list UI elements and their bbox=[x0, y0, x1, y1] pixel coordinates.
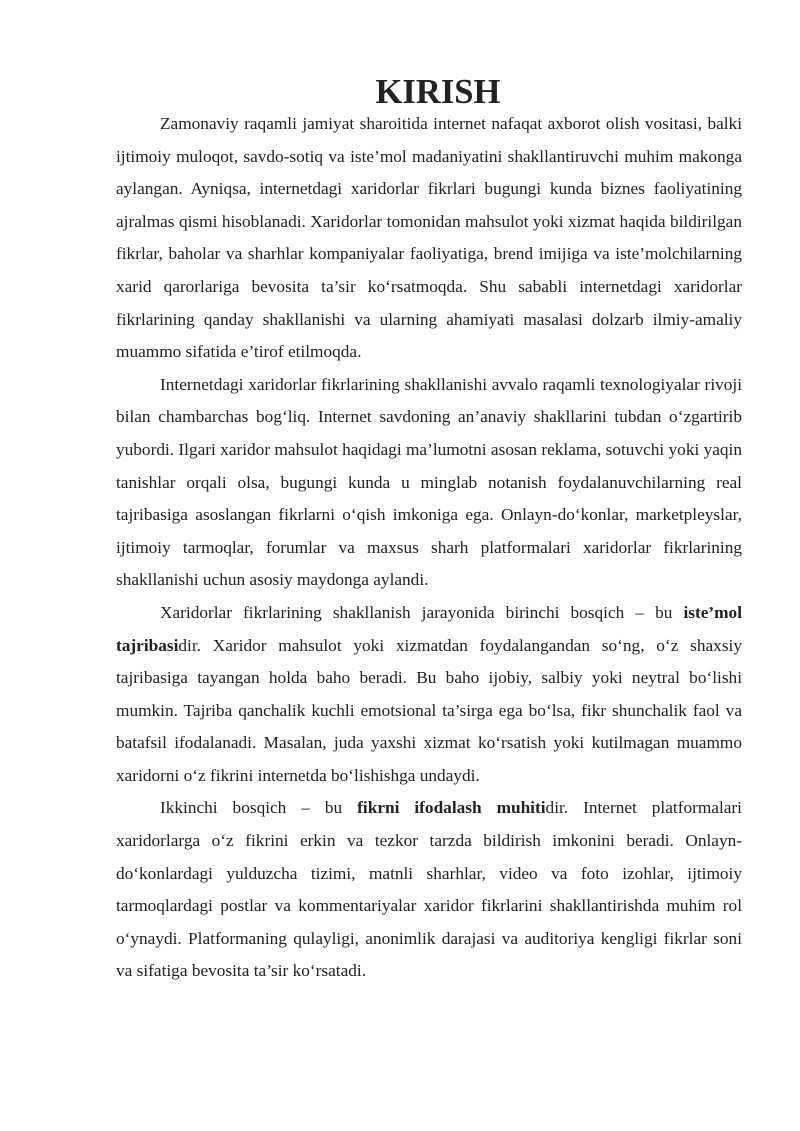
paragraph-2: Internetdagi xaridorlar fikrlarining shakllanishi avvalo raqamli texnologiyalar rivoji bilan chambarchas bog‘liq. Internet savdoning an’anaviy shakllarini tubdan o‘zgartirib yubordi. Ilgari xaridor mahsulot haqidagi ma’lumotni asosan reklama, sotuvchi yoki yaqin tanishlar orqali olsa, bugungi kunda u minglab notanish foydalanuvchilarning real tajribasiga asoslangan fikrlarni o‘qish imkoniga ega. Onlayn-do‘konlar, marketpleyslar, ijtimoiy tarmoqlar, forumlar va maxsus sharh platformalari xaridorlar fikrlarining shakllanishi uchun asosiy maydonga aylandi. bbox=[116, 374, 742, 590]
paragraph-3-text-before: Xaridorlar fikrlarining shakllanish jarayonida birinchi bosqich – bu bbox=[160, 602, 684, 622]
paragraph-4-text-after: dir. Internet platformalari xaridorlarga o‘z fikrini erkin va tezkor tarzda bildirish imkonini beradi. Onlayn-do‘konlardagi yulduzcha tizimi, matnli sharhlar, video va foto izohlar, ijtimoiy tarmoqlardagi postlar va kommentariyalar xaridor fikrlarini shakllantirishda muhim rol o‘ynaydi. Platformaning qulayligi, anonimlik darajasi va auditoriya kengligi fikrlar soni va sifatiga bevosita ta’sir ko‘rsatadi. bbox=[116, 798, 742, 981]
paragraph-3 bbox=[116, 597, 742, 793]
paragraph-3-bold-term: iste’mol tajribasi bbox=[116, 602, 742, 655]
paragraph-4-text-before: Ikkinchi bosqich – bu bbox=[160, 798, 358, 818]
paragraph-3-text-after: dir. Xaridor mahsulot yoki xizmatdan foydalangandan so‘ng, o‘z shaxsiy tajribasiga tayangan holda baho beradi. Bu baho ijobiy, salbiy yoki neytral bo‘lishi mumkin. Tajriba qanchalik kuchli emotsional ta’sirga ega bo‘lsa, fikr shunchalik faol va batafsil ifodalanadi. Masalan, juda yaxshi xizmat ko‘rsatish yoki kutilmagan muammo xaridorni o‘z fikrini internetda bo‘lishishga undaydi. bbox=[116, 635, 742, 785]
paragraph-4 bbox=[116, 792, 742, 988]
paragraph-4-bold-term: fikrni ifodalash muhiti bbox=[357, 798, 546, 818]
document-page bbox=[116, 73, 742, 988]
paragraph-1: Zamonaviy raqamli jamiyat sharoitida internet nafaqat axborot olish vositasi, balki ijtimoiy muloqot, savdo-sotiq va iste’mol madaniyatini shakllantiruvchi muhim makonga aylangan. Ayniqsa, internetdagi xaridorlar fikrlari bugungi kunda biznes faoliyatining ajralmas qismi hisoblanadi. Xaridorlar tomonidan mahsulot yoki xizmat haqida bildirilgan fikrlar, baholar va sharhlar kompaniyalar faoliyatiga, brend imijiga va iste’molchilarning xarid qarorlariga bevosita ta’sir ko‘rsatmoqda. Shu sababli internetdagi xaridorlar fikrlarining qanday shakllanishi va ularning ahamiyati masalasi dolzarb ilmiy-amaliy muammo sifatida e’tirof etilmoqda. bbox=[116, 114, 742, 362]
section-title: KIRISH bbox=[375, 73, 501, 111]
